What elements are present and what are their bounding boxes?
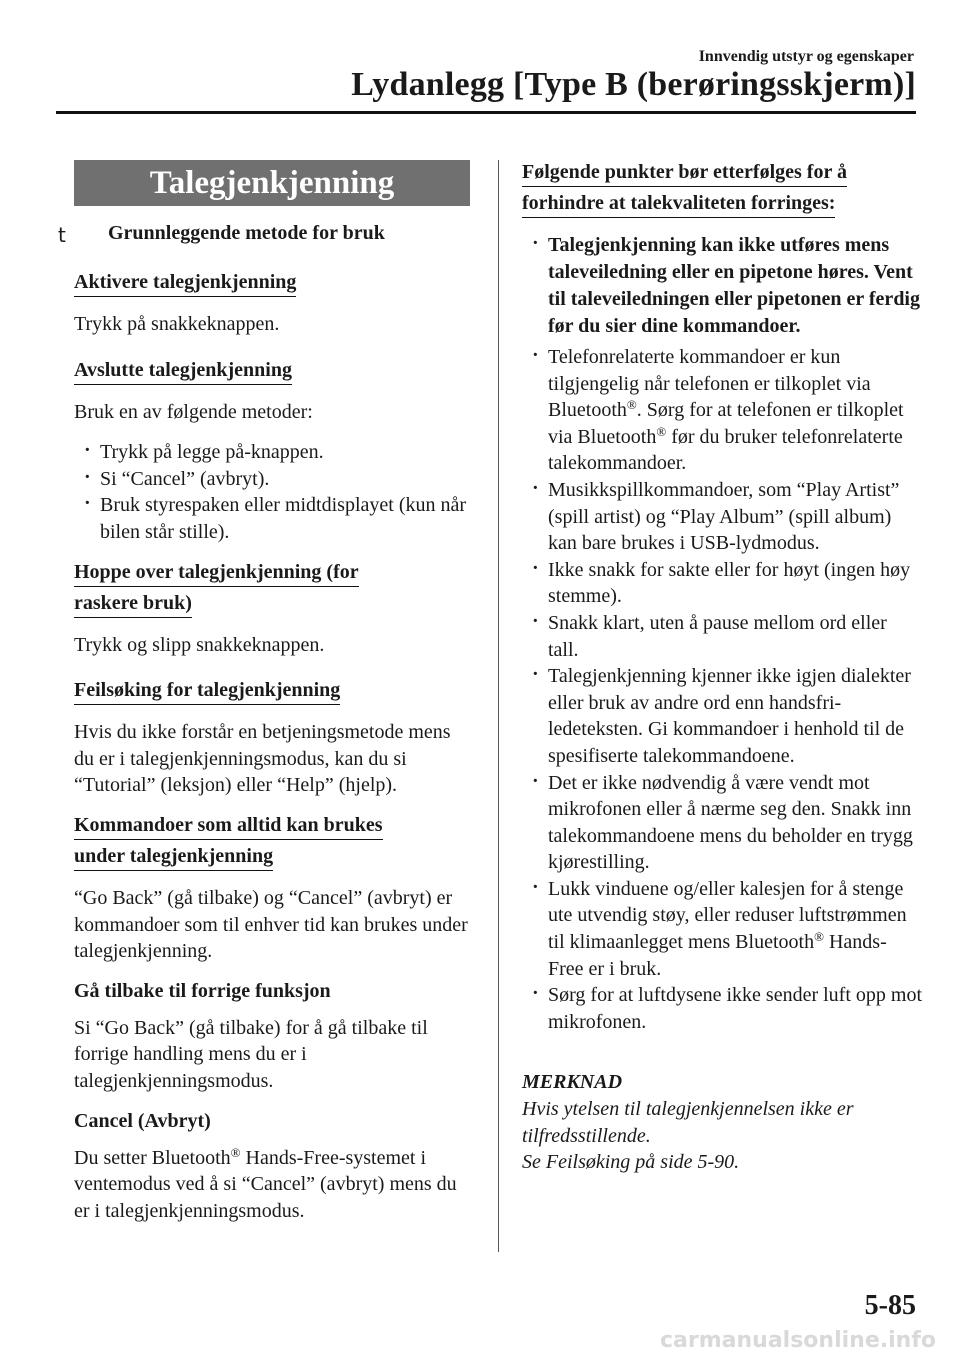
left-column: [58, 160, 474, 1238]
method-marker-icon: t: [58, 223, 66, 247]
end-heading: Avslutte talegjenkjenning: [74, 358, 292, 385]
always-text: “Go Back” (gå tilbake) og “Cancel” (avbryt) er kommandoer som til enhver tid kan brukes under talegjenkjenning.: [74, 886, 468, 963]
cancel-heading: Cancel (Avbryt): [74, 1109, 211, 1132]
list-item: · Trykk på legge på-knappen.: [74, 439, 474, 466]
page-number: 5-85: [864, 1290, 916, 1321]
list-item: · Det er ikke nødvendig å være vendt mot mikrofonen eller å nærme seg den. Snakk inn talekommandoene mens du beholder en trygg kjørestilling.: [522, 770, 922, 876]
list-item: · Bruk styrespaken eller midtdisplayet (kun når bilen står stille).: [74, 492, 474, 545]
skip-heading-line2: raskere bruk): [74, 591, 192, 618]
column-divider: [498, 160, 499, 1252]
quality-heading: [522, 160, 922, 218]
always-heading: [74, 813, 474, 871]
trouble-heading: Feilsøking for talegjenkjenning: [74, 678, 340, 705]
right-column: [522, 160, 922, 1176]
page-title: Lydanlegg [Type B (berøringsskjerm)]: [351, 66, 916, 103]
section-banner: Talegjenkjenning: [74, 160, 470, 206]
skip-text: Trykk og slipp snakkeknappen.: [74, 633, 325, 656]
always-heading-line2: under talegjenkjenning: [74, 844, 273, 871]
goback-text: Si “Go Back” (gå tilbake) for å gå tilbake til forrige handling mens du er i talegjenkjenningsmodus.: [74, 1016, 428, 1092]
list-item: · Musikkspillkommandoer, som “Play Artist” (spill artist) og “Play Album” (spill album) kan bare brukes i USB-lydmodus.: [522, 477, 922, 557]
list-item: · Talegjenkjenning kjenner ikke igjen dialekter eller bruk av andre ord enn handsfri-ledeteksten. Gi kommandoer i henhold til de spesifiserte talekommandoene.: [522, 663, 922, 769]
registered-mark: ®: [230, 1144, 241, 1160]
method-heading: [58, 222, 474, 250]
activate-heading: Aktivere talegjenkjenning: [74, 270, 296, 297]
quality-heading-line1: Følgende punkter bør etterfølges for å: [522, 160, 847, 187]
list-item: · Talegjenkjenning kan ikke utføres mens taleveiledning eller en pipetone høres. Vent til taleveiledningen eller pipetonen er ferdig før du sier dine kommandoer.: [522, 232, 922, 340]
activate-text: Trykk på snakkeknappen.: [74, 313, 280, 335]
note-block: [522, 1069, 922, 1175]
list-item: · Telefonrelaterte kommandoer er kun tilgjengelig når telefonen er tilkoplet via Bluetooth®. Sørg for at telefonen er tilkoplet via Bluetooth® før du bruker telefonrelaterte talekommandoer.: [522, 344, 922, 477]
skip-heading-line1: Hoppe over talegjenkjenning (for: [74, 560, 359, 587]
list-item: · Sørg for at luftdysene ikke sender luft opp mot mikrofonen.: [522, 982, 922, 1035]
cancel-text: Du setter Bluetooth® Hands-Free-systemet i ventemodus ved å si “Cancel” (avbryt) mens du er i talegjenkjenningsmodus.: [74, 1144, 457, 1222]
list-item: · Snakk klart, uten å pause mellom ord eller tall.: [522, 610, 922, 663]
end-text: Bruk en av følgende metoder:: [74, 400, 313, 423]
note-title: MERKNAD: [522, 1071, 623, 1094]
always-heading-line1: Kommandoer som alltid kan brukes: [74, 813, 383, 840]
list-item: · Si “Cancel” (avbryt).: [74, 466, 474, 493]
header-rule: [56, 111, 916, 114]
note-reference: Se Feilsøking på side 5-90.: [522, 1151, 740, 1174]
watermark: carmanualsonline.info: [660, 1328, 936, 1353]
list-item: · Lukk vinduene og/eller kalesjen for å stenge ute utvendig støy, eller reduser luftstrømmen til klimaanlegget mens Bluetooth® Hands-Free er i bruk.: [522, 876, 922, 982]
method-title: Grunnleggende metode for bruk: [108, 222, 385, 244]
section-label: Innvendig utstyr og egenskaper: [698, 48, 914, 65]
goback-heading: Gå tilbake til forrige funksjon: [74, 979, 331, 1002]
end-methods-list: [74, 439, 474, 545]
quality-tips-list: [522, 232, 922, 1035]
skip-heading: [74, 560, 474, 618]
list-item: · Ikke snakk for sakte eller for høyt (ingen høy stemme).: [522, 557, 922, 610]
note-text: Hvis ytelsen til talegjenkjennelsen ikke er tilfredsstillende.: [522, 1098, 854, 1147]
quality-heading-line2: forhindre at talekvaliteten forringes:: [522, 191, 835, 218]
trouble-text: Hvis du ikke forstår en betjeningsmetode mens du er i talegjenkjenningsmodus, kan du si “Tutorial” (leksjon) eller “Help” (hjelp).: [74, 721, 451, 797]
